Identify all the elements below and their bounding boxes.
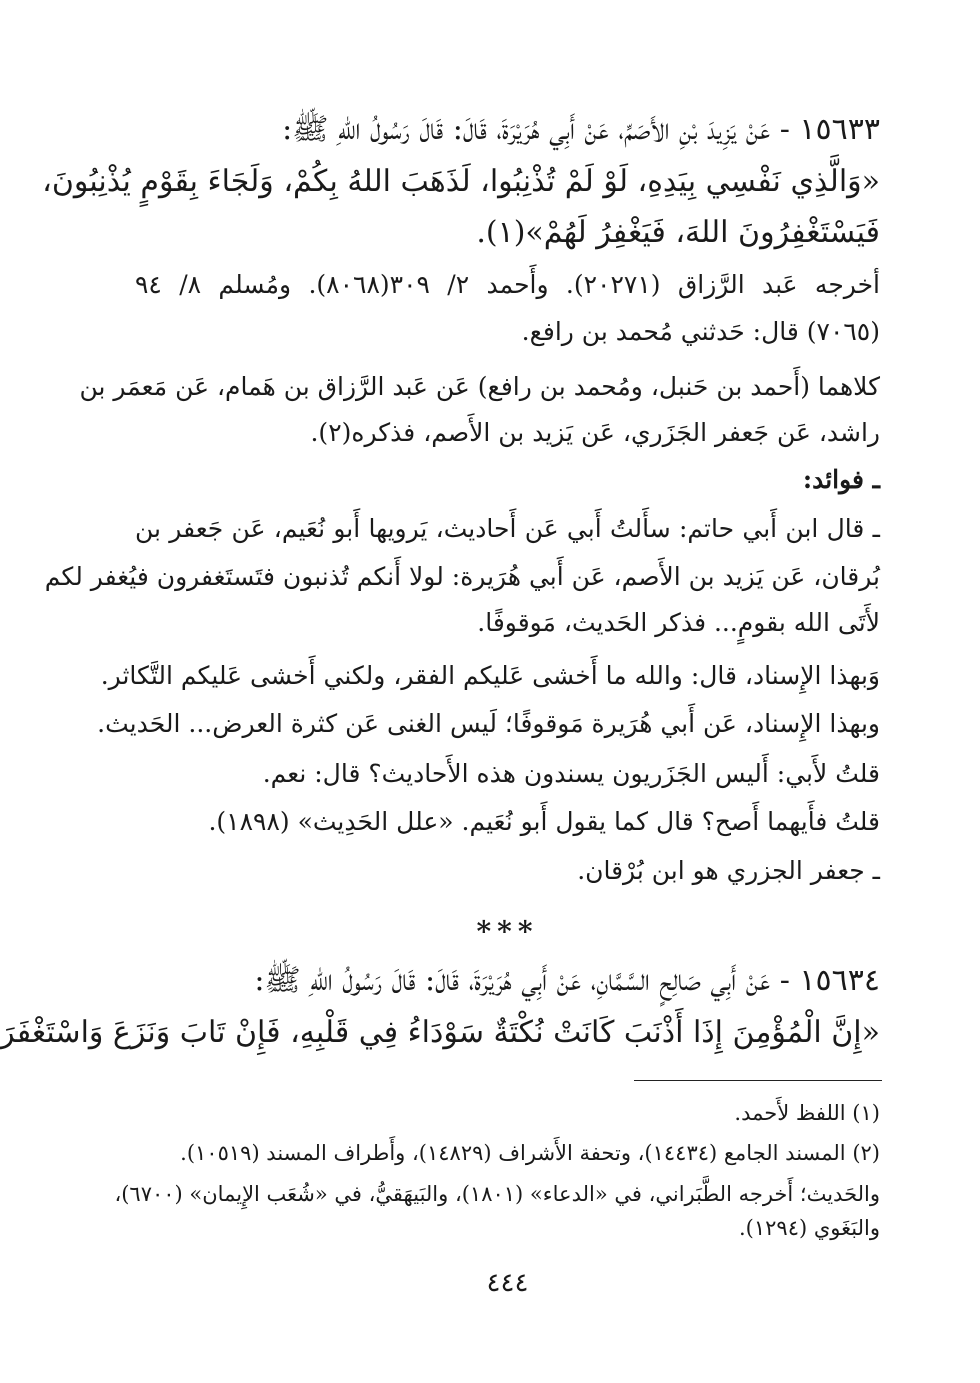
takhrij-line-4: راشد، عَن جَعفر الجَزَري، عَن يَزيد بن الأَصم، فذكره(٢).	[310, 418, 880, 447]
hadith-15634-line-2: «إِنَّ الْمُؤْمِنَ إِذَا أَذْنَبَ كَانَتْ نُكْتَةٌ سَوْدَاءُ فِي قَلْبِهِ، فَإِنْ تَابَ وَنَزَعَ وَاسْتَغْفَرَ	[0, 1015, 880, 1050]
fawaid-line-3: لأَتَى الله بقومٍ... فذكر الحَديث، مَوقوفًا.	[477, 608, 880, 637]
section-separator: ***	[476, 915, 539, 948]
page-number: ٤٤٤	[486, 1268, 529, 1298]
footnote-2-continued-2: والبَغَوي (١٢٩٤).	[739, 1216, 880, 1240]
takhrij-line-2: (٧٠٦٥) قال: حَدثني مُحمد بن رافع.	[521, 317, 880, 346]
hadith-15633-line-1: ١٥٦٣٣ - عَنْ يَزِيدَ بْنِ الأَصَمِّ، عَنْ أَبِي هُرَيْرَةَ، قَالَ: قَالَ رَسُولُ اللهِ ﷺ:	[282, 112, 880, 147]
fawaid-line-2: بُرقان، عَن يَزيد بن الأَصم، عَن أَبي هُرَيرة: لولا أَنكم تُذنبون فتَستَغفرون فيُغفر لكم	[44, 562, 880, 591]
hadith-15633-line-2: «وَالَّذِي نَفْسِي بِيَدِهِ، لَوْ لَمْ تُذْنِبُوا، لَذَهَبَ اللهُ بِكُمْ، وَلَجَاءَ بِقَوْمٍ يُذْنِبُونَ،	[42, 164, 880, 199]
fawaid-line-1: ـ قال ابن أَبي حاتم: سأَلتُ أَبي عَن أَحاديث، يَرويها أَبو نُعَيم، عَن جَعفر بن	[135, 514, 880, 543]
footnote-divider	[634, 1080, 882, 1081]
takhrij-line-3: كلاهما (أَحمد بن حَنبل، ومُحمد بن رافع) عَن عَبد الرَّزاق بن هَمام، عَن مَعمَر بن	[79, 372, 880, 401]
fawaid-heading: ـ فوائد:	[802, 465, 880, 494]
hadith-15633-line-3: فَيَسْتَغْفِرُونَ اللهَ، فَيَغْفِرُ لَهُمْ»(١).	[476, 215, 880, 250]
fawaid-line-5: وبهذا الإِسناد، عَن أَبي هُرَيرة مَوقوفًا؛ لَيس الغنى عَن كثرة العرض... الحَديث.	[97, 709, 880, 738]
footnote-1: (١) اللفظ لأَحمد.	[734, 1101, 880, 1125]
fawaid-line-8: ـ جعفر الجزري هو ابن بُرْقان.	[577, 856, 880, 885]
footnote-2: (٢) المسند الجامع (١٤٤٣٤)، وتحفة الأَشراف (١٤٨٢٩)، وأَطراف المسند (١٠٥١٩).	[180, 1141, 880, 1165]
fawaid-line-6: قلتُ لأَبي: أَليس الجَزَريون يسندون هذه الأَحاديث؟ قال: نعم.	[262, 759, 880, 788]
fawaid-line-7: قلتُ فأَيهما أَصح؟ قال كما يقول أَبو نُعَيم. «علل الحَدِيث» (١٨٩٨).	[208, 807, 880, 836]
takhrij-line-1: أخرجه عَبد الرَّزاق (٢٠٢٧١). وأَحمد ٢/ ٣٠٩(٨٠٦٨). ومُسلم ٨/ ٩٤	[135, 270, 880, 299]
fawaid-line-4: وَبهذا الإِسناد، قال: والله ما أَخشى عَليكم الفقر، ولكني أَخشى عَليكم التَّكاثر.	[100, 661, 880, 690]
hadith-15634-line-1: ١٥٦٣٤ - عَنْ أَبِي صَالِحٍ السَّمَّانِ، عَنْ أَبِي هُرَيْرَةَ، قَالَ: قَالَ رَسُولُ اللهِ ﷺ:	[254, 963, 880, 998]
footnote-2-continued-1: والحَديث؛ أَخرجه الطَّبَراني، في «الدعاء» (١٨٠١)، والبَيهَقيُّ، في «شُعَب الإِيمان» (٦٧٠٠)،	[114, 1182, 880, 1206]
